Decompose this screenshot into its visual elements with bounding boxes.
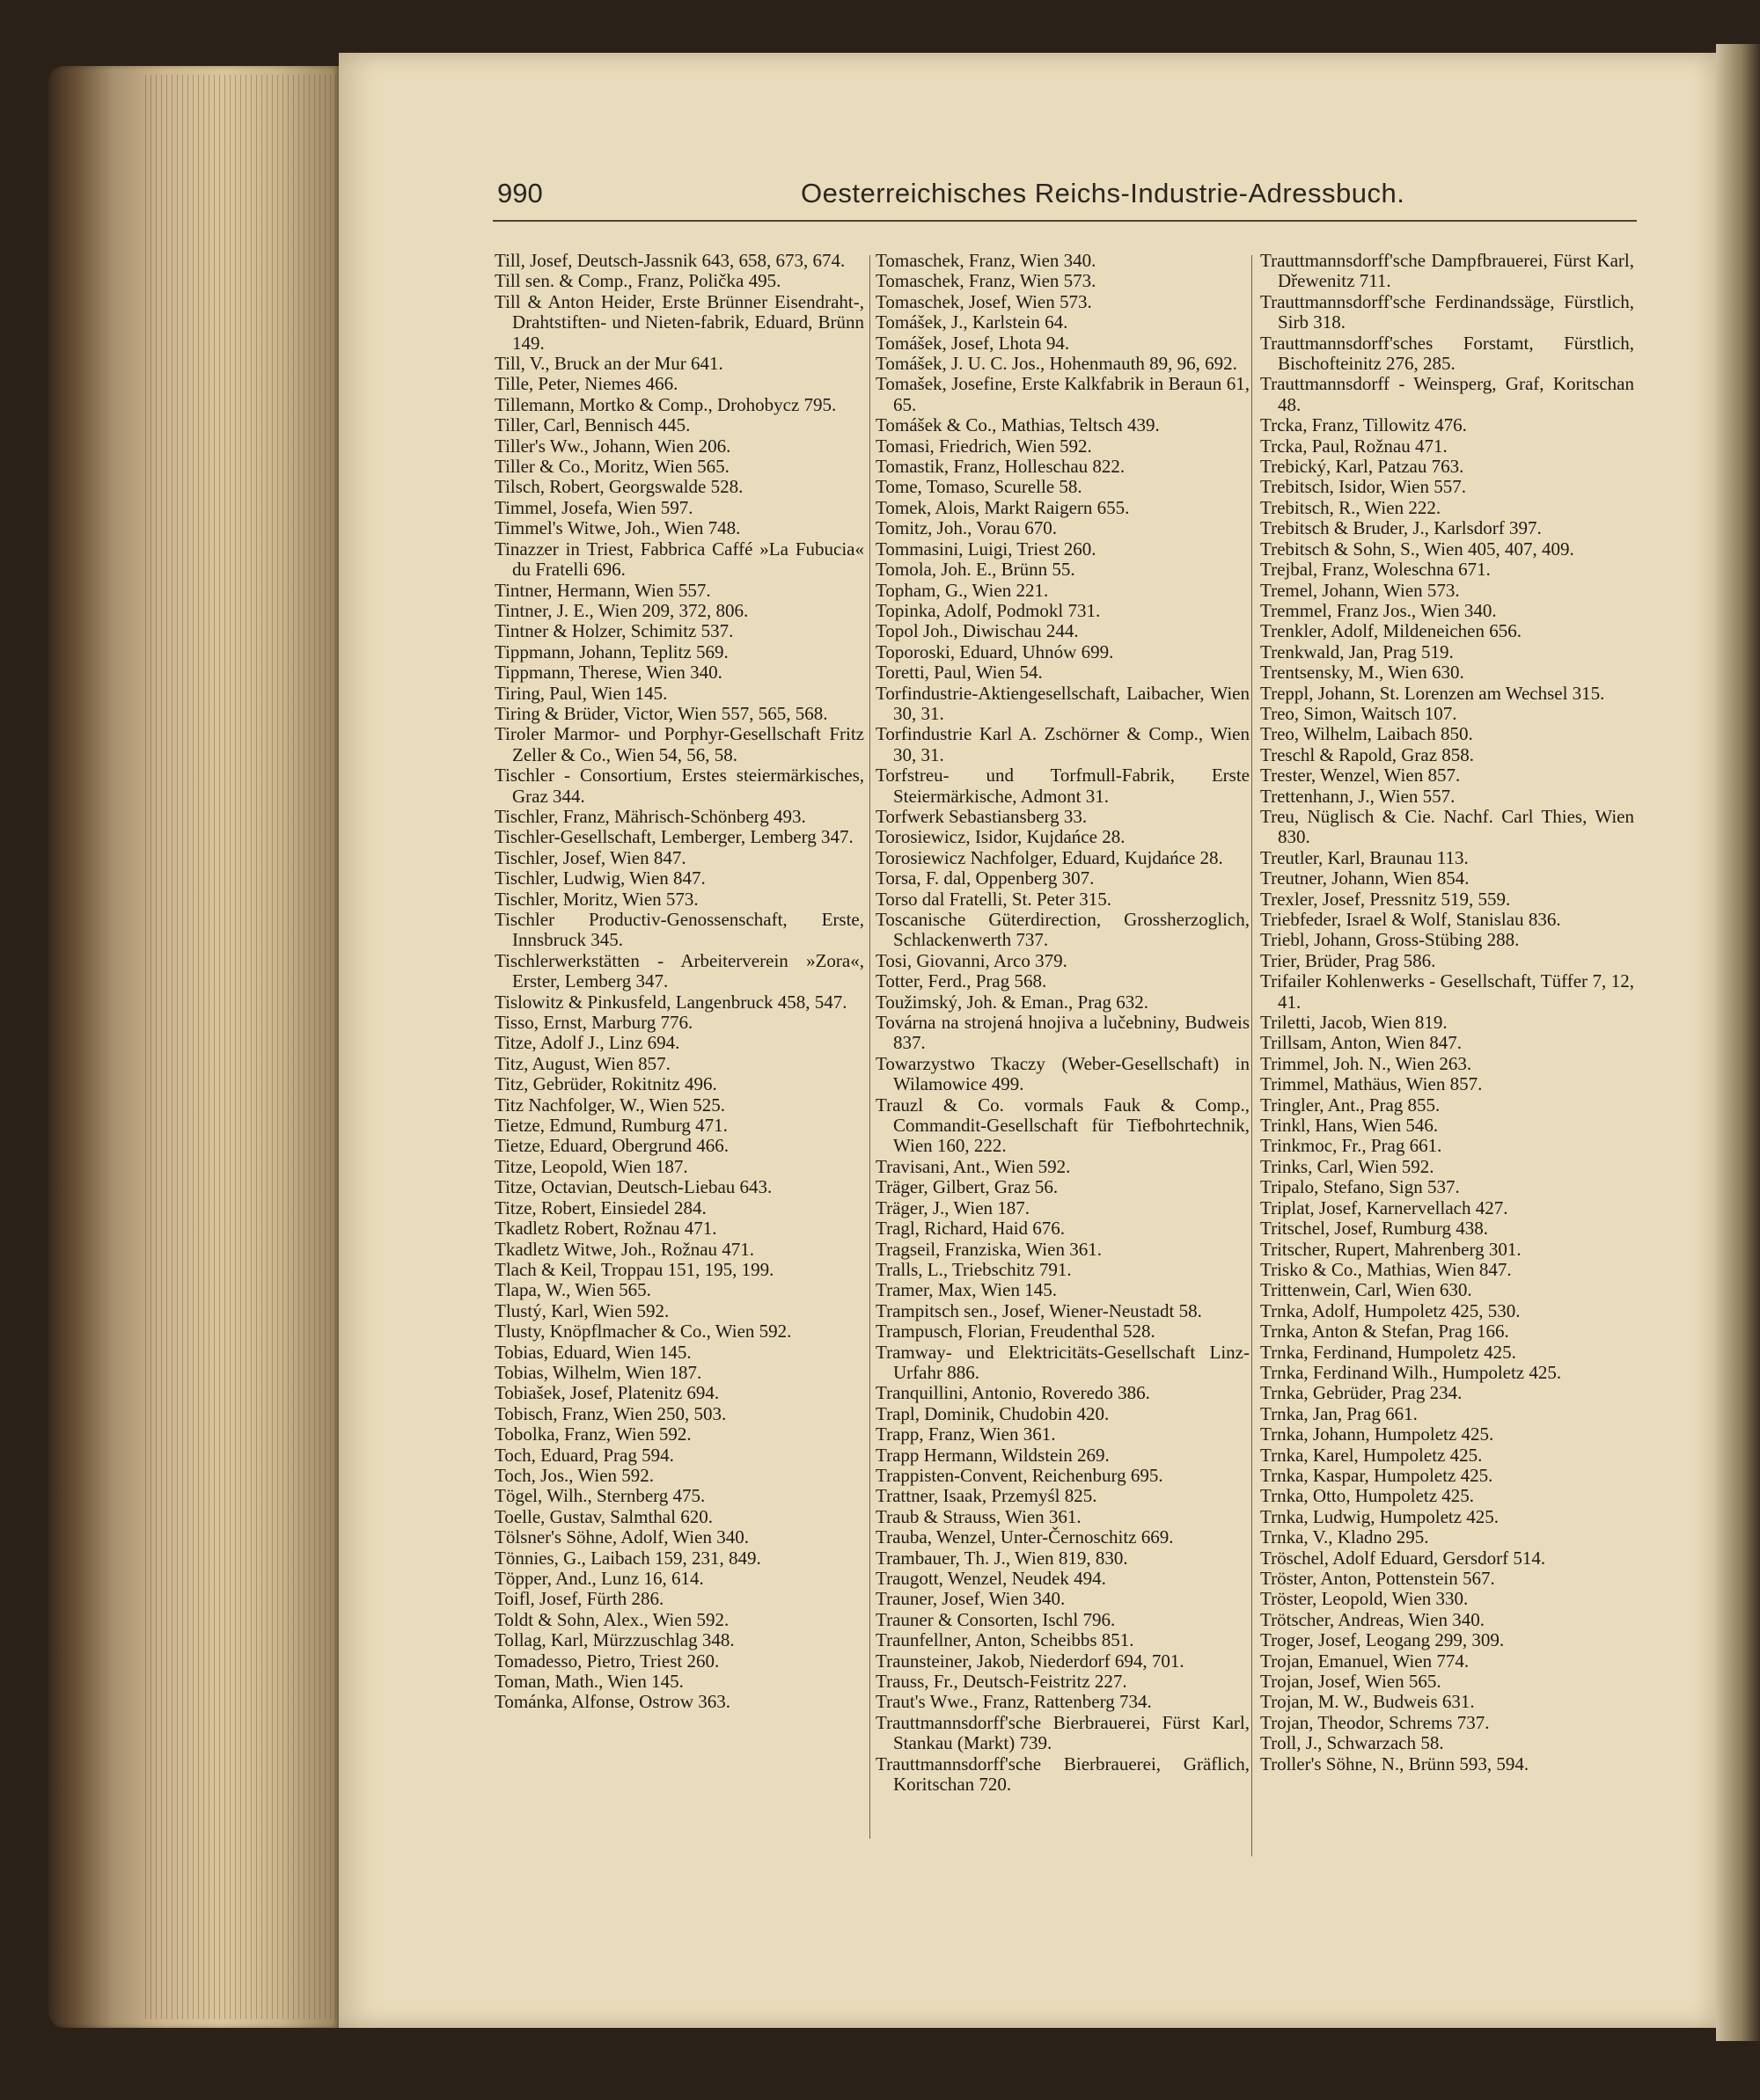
directory-entry: Trauttmannsdorff'sche Bierbrauerei, Gräflich, Koritschan 720. xyxy=(876,1752,1250,1796)
directory-entry: Tripalo, Stefano, Sign 537. xyxy=(1260,1176,1460,1198)
directory-entry: Trier, Brüder, Prag 586. xyxy=(1260,949,1436,971)
directory-entry: Troger, Josef, Leogang 299, 309. xyxy=(1260,1629,1505,1651)
directory-entry: Trittenwein, Carl, Wien 630. xyxy=(1260,1279,1472,1301)
directory-entry: Topham, G., Wien 221. xyxy=(876,579,1049,601)
directory-entry: Trenkwald, Jan, Prag 519. xyxy=(1260,640,1454,662)
directory-entry: Tobias, Wilhelm, Wien 187. xyxy=(495,1361,702,1383)
directory-entry: Tkadletz Robert, Rožnau 471. xyxy=(495,1218,717,1240)
directory-entry: Tilsch, Robert, Georgswalde 528. xyxy=(495,476,744,498)
directory-entry: Tomaschek, Josef, Wien 573. xyxy=(876,290,1092,312)
directory-entry: Träger, J., Wien 187. xyxy=(876,1196,1030,1218)
directory-entry: Toužimský, Joh. & Eman., Prag 632. xyxy=(876,991,1149,1013)
directory-entry: Trnka, Kaspar, Humpoletz 425. xyxy=(1260,1464,1493,1486)
directory-entry: Tischler-Gesellschaft, Lemberger, Lemberg 347. xyxy=(495,826,854,848)
directory-entry: Tragl, Richard, Haid 676. xyxy=(876,1218,1066,1240)
directory-entry: Torosiewicz, Isidor, Kujdańce 28. xyxy=(876,826,1126,848)
running-title: Oesterreichisches Reichs-Industrie-Adressbuch. xyxy=(801,178,1405,209)
directory-entry: Toman, Math., Wien 145. xyxy=(495,1671,684,1693)
directory-entry: Titz, Gebrüder, Rokitnitz 496. xyxy=(495,1073,717,1095)
directory-entry: Timmel, Josefa, Wien 597. xyxy=(495,496,693,518)
directory-entry: Trejbal, Franz, Woleschna 671. xyxy=(1260,559,1491,581)
directory-entry: Tölsner's Söhne, Adolf, Wien 340. xyxy=(495,1526,749,1548)
directory-column-2 xyxy=(876,251,1250,1795)
directory-entry: Trauttmannsdorff - Weinsperg, Graf, Koritschan 48. xyxy=(1260,373,1634,415)
directory-entry: Tippmann, Therese, Wien 340. xyxy=(495,662,722,684)
directory-entry: Trnka, Johann, Humpoletz 425. xyxy=(1260,1423,1494,1445)
directory-entry: Toretti, Paul, Wien 54. xyxy=(876,662,1043,684)
directory-entry: Till, V., Bruck an der Mur 641. xyxy=(495,353,723,375)
column-divider xyxy=(1251,255,1252,1856)
directory-entry: Trapp, Franz, Wien 361. xyxy=(876,1423,1056,1445)
directory-entry: Topinka, Adolf, Podmokl 731. xyxy=(876,599,1101,621)
directory-entry: Trinks, Carl, Wien 592. xyxy=(1260,1155,1434,1177)
directory-entry: Toscanische Güterdirection, Grossherzoglich, Schlackenwerth 737. xyxy=(876,909,1250,951)
directory-entry: Titz, August, Wien 857. xyxy=(495,1052,671,1074)
directory-entry: Tritschel, Josef, Rumburg 438. xyxy=(1260,1218,1489,1240)
directory-entry: Tremel, Johann, Wien 573. xyxy=(1260,579,1460,601)
directory-entry: Trauss, Fr., Deutsch-Feistritz 227. xyxy=(876,1671,1127,1693)
directory-entry: Tietze, Edmund, Rumburg 471. xyxy=(495,1115,728,1137)
directory-entry: Tröschel, Adolf Eduard, Gersdorf 514. xyxy=(1260,1547,1546,1569)
directory-entry: Trebitsch & Bruder, J., Karlsdorf 397. xyxy=(1260,517,1542,539)
directory-entry: Tischler, Ludwig, Wien 847. xyxy=(495,867,706,889)
directory-entry: Tremmel, Franz Jos., Wien 340. xyxy=(1260,599,1497,621)
directory-entry: Till sen. & Comp., Franz, Polička 495. xyxy=(495,270,781,292)
directory-entry: Treu, Nüglisch & Cie. Nachf. Carl Thies, Wien 830. xyxy=(1260,805,1634,848)
directory-entry: Tománka, Alfonse, Ostrow 363. xyxy=(495,1691,730,1713)
directory-entry: Tragseil, Franziska, Wien 361. xyxy=(876,1238,1102,1260)
directory-entry: Tietze, Eduard, Obergrund 466. xyxy=(495,1135,729,1157)
directory-entry: Trnka, Jan, Prag 661. xyxy=(1260,1402,1418,1424)
directory-entry: Treschl & Rapold, Graz 858. xyxy=(1260,743,1475,765)
directory-entry: Tome, Tomaso, Scurelle 58. xyxy=(876,476,1082,498)
directory-entry: Trebitsch & Sohn, S., Wien 405, 407, 409. xyxy=(1260,538,1574,560)
directory-entry: Trauttmannsdorff'sche Dampfbrauerei, Fürst Karl, Dřewenitz 711. xyxy=(1260,250,1634,292)
directory-entry: Tollag, Karl, Mürzzuschlag 348. xyxy=(495,1629,735,1651)
directory-entry: Titze, Robert, Einsiedel 284. xyxy=(495,1196,707,1218)
directory-entry: Tiller's Ww., Johann, Wien 206. xyxy=(495,435,731,457)
directory-entry: Tintner, Hermann, Wien 557. xyxy=(495,579,711,601)
directory-entry: Trinkl, Hans, Wien 546. xyxy=(1260,1115,1439,1137)
directory-entry: Tischler, Josef, Wien 847. xyxy=(495,846,686,868)
directory-entry: Treppl, Johann, St. Lorenzen am Wechsel 315. xyxy=(1260,682,1605,704)
directory-entry: Treutler, Karl, Braunau 113. xyxy=(1260,846,1469,868)
directory-entry: Tillemann, Mortko & Comp., Drohobycz 795. xyxy=(495,393,837,415)
directory-entry: Titze, Octavian, Deutsch-Liebau 643. xyxy=(495,1176,773,1198)
directory-entry: Trnka, V., Kladno 295. xyxy=(1260,1526,1429,1548)
directory-entry: Tisso, Ernst, Marburg 776. xyxy=(495,1012,693,1034)
directory-entry: Tomasi, Friedrich, Wien 592. xyxy=(876,435,1092,457)
directory-entry: Towarzystwo Tkaczy (Weber-Gesellschaft) in Wilamowice 499. xyxy=(876,1052,1250,1095)
directory-entry: Tlach & Keil, Troppau 151, 195, 199. xyxy=(495,1258,774,1280)
directory-entry: Tiller & Co., Moritz, Wien 565. xyxy=(495,456,730,478)
directory-entry: Titze, Adolf J., Linz 694. xyxy=(495,1032,680,1054)
directory-entry: Triebl, Johann, Gross-Stübing 288. xyxy=(1260,929,1520,951)
directory-entry: Troller's Söhne, N., Brünn 593, 594. xyxy=(1260,1752,1529,1774)
directory-entry: Torso dal Fratelli, St. Peter 315. xyxy=(876,888,1111,910)
directory-entry: Troll, J., Schwarzach 58. xyxy=(1260,1732,1444,1754)
directory-entry: Trambauer, Th. J., Wien 819, 830. xyxy=(876,1547,1128,1569)
directory-entry: Tomášek & Co., Mathias, Teltsch 439. xyxy=(876,414,1160,436)
directory-entry: Titz Nachfolger, W., Wien 525. xyxy=(495,1094,725,1116)
directory-entry: Tönnies, G., Laibach 159, 231, 849. xyxy=(495,1547,761,1569)
directory-entry: Titze, Leopold, Wien 187. xyxy=(495,1155,688,1177)
directory-entry: Treutner, Johann, Wien 854. xyxy=(1260,867,1470,889)
directory-entry: Tralls, L., Triebschitz 791. xyxy=(876,1258,1072,1280)
directory-entry: Tiller, Carl, Bennisch 445. xyxy=(495,414,691,436)
directory-entry: Trojan, Josef, Wien 565. xyxy=(1260,1671,1441,1693)
directory-entry: Tiroler Marmor- und Porphyr-Gesellschaft Fritz Zeller & Co., Wien 54, 56, 58. xyxy=(495,723,864,765)
book-page-edges xyxy=(48,66,339,2028)
directory-entry: Triplat, Josef, Karnervellach 427. xyxy=(1260,1196,1508,1218)
directory-entry: Trebický, Karl, Patzau 763. xyxy=(1260,456,1464,478)
directory-entry: Tintner, J. E., Wien 209, 372, 806. xyxy=(495,599,749,621)
directory-entry: Trnka, Ludwig, Humpoletz 425. xyxy=(1260,1505,1500,1527)
directory-entry: Tramway- und Elektricitäts-Gesellschaft Linz-Urfahr 886. xyxy=(876,1341,1250,1383)
directory-entry: Trattner, Isaak, Przemyśl 825. xyxy=(876,1485,1097,1507)
directory-column-1 xyxy=(495,251,864,1713)
directory-entry: Träger, Gilbert, Graz 56. xyxy=(876,1176,1059,1198)
directory-entry: Trnka, Ferdinand Wilh., Humpoletz 425. xyxy=(1260,1361,1562,1383)
directory-entry: Tosi, Giovanni, Arco 379. xyxy=(876,949,1067,971)
directory-entry: Trauner & Consorten, Ischl 796. xyxy=(876,1608,1116,1630)
directory-entry: Tintner & Holzer, Schimitz 537. xyxy=(495,620,734,642)
directory-entry: Trampitsch sen., Josef, Wiener-Neustadt 58. xyxy=(876,1299,1202,1321)
directory-entry: Trnka, Anton & Stefan, Prag 166. xyxy=(1260,1321,1509,1343)
directory-entry: Tranquillini, Antonio, Roveredo 386. xyxy=(876,1382,1150,1404)
directory-entry: Tislowitz & Pinkusfeld, Langenbruck 458, 547. xyxy=(495,991,847,1013)
directory-entry: Traugott, Wenzel, Neudek 494. xyxy=(876,1568,1106,1589)
directory-entry: Tobisch, Franz, Wien 250, 503. xyxy=(495,1402,727,1424)
directory-entry: Triletti, Jacob, Wien 819. xyxy=(1260,1012,1448,1034)
directory-entry: Tiring, Paul, Wien 145. xyxy=(495,682,668,704)
directory-entry: Trauttmannsdorff'sche Bierbrauerei, Fürst Karl, Stankau (Markt) 739. xyxy=(876,1711,1250,1754)
directory-entry: Tomaschek, Franz, Wien 573. xyxy=(876,270,1096,292)
directory-entry: Trimmel, Mathäus, Wien 857. xyxy=(1260,1073,1483,1095)
directory-entry: Tomitz, Joh., Vorau 670. xyxy=(876,517,1058,539)
directory-entry: Tischlerwerkstätten - Arbeiterverein »Zora«, Erster, Lemberg 347. xyxy=(495,949,864,992)
directory-entry: Trauner, Josef, Wien 340. xyxy=(876,1588,1066,1610)
directory-entry: Tlapa, W., Wien 565. xyxy=(495,1279,651,1301)
directory-entry: Tischler Productiv-Genossenschaft, Erste, Innsbruck 345. xyxy=(495,909,864,951)
directory-entry: Trapl, Dominik, Chudobin 420. xyxy=(876,1402,1110,1424)
directory-entry: Tomášek, Josef, Lhota 94. xyxy=(876,332,1070,354)
directory-entry: Trojan, M. W., Budweis 631. xyxy=(1260,1691,1475,1713)
directory-entry: Trötscher, Andreas, Wien 340. xyxy=(1260,1608,1485,1630)
directory-entry: Totter, Ferd., Prag 568. xyxy=(876,970,1047,992)
directory-entry: Trebitsch, Isidor, Wien 557. xyxy=(1260,476,1466,498)
directory-entry: Trentsensky, M., Wien 630. xyxy=(1260,662,1464,684)
directory-entry: Tögel, Wilh., Sternberg 475. xyxy=(495,1485,706,1507)
directory-entry: Torfwerk Sebastiansberg 33. xyxy=(876,805,1088,827)
directory-entry: Timmel's Witwe, Joh., Wien 748. xyxy=(495,517,741,539)
directory-entry: Traunfellner, Anton, Scheibbs 851. xyxy=(876,1629,1134,1651)
column-divider xyxy=(869,255,870,1839)
directory-entry: Travisani, Ant., Wien 592. xyxy=(876,1155,1071,1177)
directory-entry: Tramer, Max, Wien 145. xyxy=(876,1279,1057,1301)
directory-entry: Trojan, Emanuel, Wien 774. xyxy=(1260,1650,1470,1672)
directory-entry: Tomek, Alois, Markt Raigern 655. xyxy=(876,496,1130,518)
directory-entry: Trcka, Franz, Tillowitz 476. xyxy=(1260,414,1467,436)
directory-entry: Tomadesso, Pietro, Triest 260. xyxy=(495,1650,720,1672)
directory-entry: Tischler - Consortium, Erstes steiermärkisches, Graz 344. xyxy=(495,765,864,807)
directory-entry: Torsa, F. dal, Oppenberg 307. xyxy=(876,867,1095,889)
directory-entry: Trnka, Otto, Humpoletz 425. xyxy=(1260,1485,1475,1507)
directory-entry: Trnka, Ferdinand, Humpoletz 425. xyxy=(1260,1341,1516,1363)
directory-entry: Trillsam, Anton, Wien 847. xyxy=(1260,1032,1463,1054)
directory-entry: Toporoski, Eduard, Uhnów 699. xyxy=(876,640,1114,662)
directory-entry: Toelle, Gustav, Salmthal 620. xyxy=(495,1505,713,1527)
directory-entry: Trimmel, Joh. N., Wien 263. xyxy=(1260,1052,1472,1074)
directory-entry: Trnka, Gebrüder, Prag 234. xyxy=(1260,1382,1463,1404)
directory-entry: Tobolka, Franz, Wien 592. xyxy=(495,1423,692,1445)
directory-entry: Tlustý, Karl, Wien 592. xyxy=(495,1299,670,1321)
directory-entry: Traut's Wwe., Franz, Rattenberg 734. xyxy=(876,1691,1152,1713)
page-number: 990 xyxy=(497,178,543,209)
directory-entry: Tischler, Moritz, Wien 573. xyxy=(495,888,699,910)
directory-entry: Tomášek, J., Karlstein 64. xyxy=(876,311,1068,333)
directory-entry: Trexler, Josef, Pressnitz 519, 559. xyxy=(1260,888,1511,910)
directory-entry: Trampusch, Florian, Freudenthal 528. xyxy=(876,1321,1155,1343)
directory-entry: Trebitsch, R., Wien 222. xyxy=(1260,496,1441,518)
directory-entry: Trinkmoc, Fr., Prag 661. xyxy=(1260,1135,1442,1157)
directory-entry: Trappisten-Convent, Reichenburg 695. xyxy=(876,1464,1163,1486)
directory-entry: Tippmann, Johann, Teplitz 569. xyxy=(495,640,729,662)
directory-entry: Toifl, Josef, Fürth 286. xyxy=(495,1588,664,1610)
directory-entry: Trnka, Karel, Humpoletz 425. xyxy=(1260,1444,1483,1466)
directory-entry: Tobias, Eduard, Wien 145. xyxy=(495,1341,692,1363)
book-right-edge xyxy=(1716,44,1760,2041)
directory-entry: Tille, Peter, Niemes 466. xyxy=(495,373,678,395)
directory-entry: Toldt & Sohn, Alex., Wien 592. xyxy=(495,1608,730,1630)
directory-column-3 xyxy=(1260,251,1634,1774)
directory-entry: Torfindustrie Karl A. Zschörner & Comp., Wien 30, 31. xyxy=(876,723,1250,765)
directory-entry: Torfstreu- und Torfmull-Fabrik, Erste Steiermärkische, Admont 31. xyxy=(876,765,1250,807)
directory-entry: Trnka, Adolf, Humpoletz 425, 530. xyxy=(1260,1299,1521,1321)
directory-entry: Tkadletz Witwe, Joh., Rožnau 471. xyxy=(495,1238,755,1260)
directory-entry: Toch, Eduard, Prag 594. xyxy=(495,1444,674,1466)
directory-entry: Tringler, Ant., Prag 855. xyxy=(1260,1094,1441,1116)
directory-entry: Tinazzer in Triest, Fabbrica Caffé »La Fubucia« du Fratelli 696. xyxy=(495,538,864,581)
directory-entry: Tritscher, Rupert, Mahrenberg 301. xyxy=(1260,1238,1522,1260)
directory-entry: Traunsteiner, Jakob, Niederdorf 694, 701. xyxy=(876,1650,1184,1672)
directory-entry: Traub & Strauss, Wien 361. xyxy=(876,1505,1082,1527)
directory-entry: Torosiewicz Nachfolger, Eduard, Kujdańce 28. xyxy=(876,846,1223,868)
directory-entry: Treo, Wilhelm, Laibach 850. xyxy=(1260,723,1473,745)
directory-entry: Trisko & Co., Mathias, Wien 847. xyxy=(1260,1258,1512,1280)
directory-entry: Tischler, Franz, Mährisch-Schönberg 493. xyxy=(495,805,806,827)
directory-entry: Triebfeder, Israel & Wolf, Stanislau 836. xyxy=(1260,909,1561,930)
directory-entry: Tröster, Anton, Pottenstein 567. xyxy=(1260,1568,1495,1589)
directory-entry: Tommasini, Luigi, Triest 260. xyxy=(876,538,1096,560)
directory-entry: Treo, Simon, Waitsch 107. xyxy=(1260,702,1457,724)
directory-entry: Tröster, Leopold, Wien 330. xyxy=(1260,1588,1469,1610)
directory-entry: Tomastik, Franz, Holleschau 822. xyxy=(876,456,1126,478)
directory-entry: Trauttmannsdorff'sche Ferdinandssäge, Fürstlich, Sirb 318. xyxy=(1260,290,1634,333)
header-rule xyxy=(493,220,1637,222)
directory-entry: Trester, Wenzel, Wien 857. xyxy=(1260,765,1461,787)
directory-entry: Töpper, And., Lunz 16, 614. xyxy=(495,1568,704,1589)
directory-entry: Till & Anton Heider, Erste Brünner Eisendraht-, Drahtstiften- und Nieten-fabrik, Eduard, Brünn 149. xyxy=(495,290,864,354)
directory-entry: Trapp Hermann, Wildstein 269. xyxy=(876,1444,1110,1466)
directory-entry: Tobiašek, Josef, Platenitz 694. xyxy=(495,1382,720,1404)
directory-entry: Topol Joh., Diwischau 244. xyxy=(876,620,1079,642)
directory-entry: Trifailer Kohlenwerks - Gesellschaft, Tüffer 7, 12, 41. xyxy=(1260,970,1634,1013)
directory-entry: Trauzl & Co. vormals Fauk & Comp., Commandit-Gesellschaft für Tiefbohrtechnik, Wien 160, 222. xyxy=(876,1094,1250,1157)
directory-entry: Trauttmannsdorff'sches Forstamt, Fürstlich, Bischofteinitz 276, 285. xyxy=(1260,332,1634,375)
directory-entry: Továrna na strojená hnojiva a lučebniny, Budweis 837. xyxy=(876,1012,1250,1054)
directory-entry: Torfindustrie-Aktiengesellschaft, Laibacher, Wien 30, 31. xyxy=(876,682,1250,724)
directory-entry: Trauba, Wenzel, Unter-Černoschitz 669. xyxy=(876,1526,1174,1548)
directory-entry: Tlusty, Knöpflmacher & Co., Wien 592. xyxy=(495,1321,792,1343)
directory-entry: Trettenhann, J., Wien 557. xyxy=(1260,785,1456,807)
directory-entry: Tiring & Brüder, Victor, Wien 557, 565, 568. xyxy=(495,702,828,724)
directory-entry: Till, Josef, Deutsch-Jassnik 643, 658, 673, 674. xyxy=(495,250,846,271)
directory-entry: Tomášek, J. U. C. Jos., Hohenmauth 89, 96, 692. xyxy=(876,353,1237,375)
directory-entry: Tomaschek, Franz, Wien 340. xyxy=(876,250,1096,271)
directory-entry: Tomašek, Josefine, Erste Kalkfabrik in Beraun 61, 65. xyxy=(876,373,1250,415)
directory-entry: Trojan, Theodor, Schrems 737. xyxy=(1260,1711,1490,1733)
directory-entry: Trcka, Paul, Rožnau 471. xyxy=(1260,435,1448,457)
directory-entry: Trenkler, Adolf, Mildeneichen 656. xyxy=(1260,620,1522,642)
directory-entry: Tomola, Joh. E., Brünn 55. xyxy=(876,559,1075,581)
directory-entry: Toch, Jos., Wien 592. xyxy=(495,1464,655,1486)
